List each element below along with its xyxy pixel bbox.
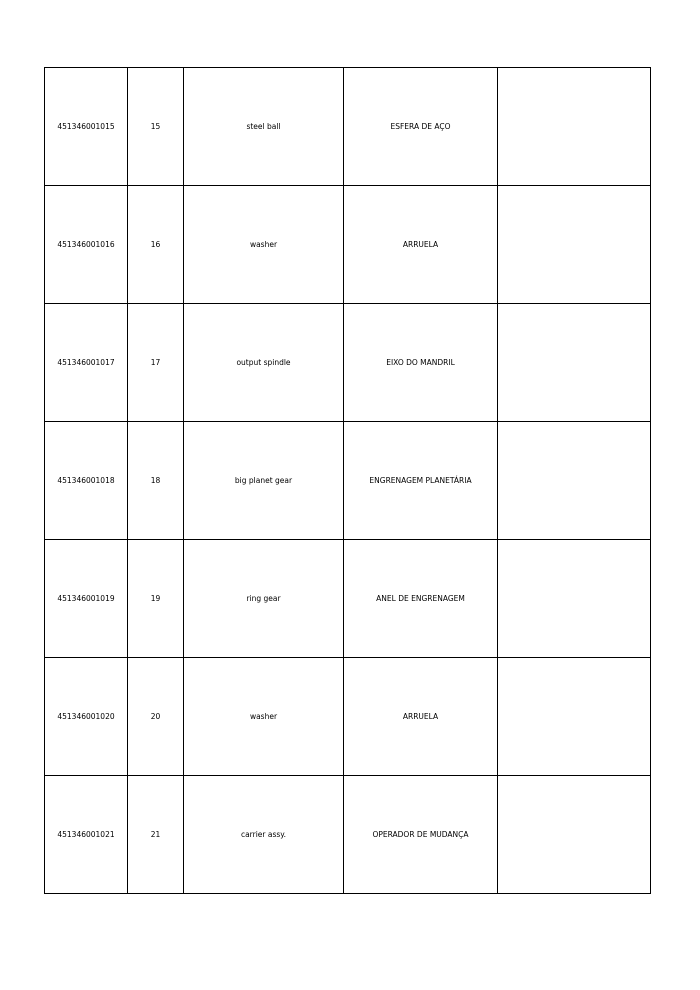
table-row: [45, 776, 651, 894]
notes-cell: [498, 68, 651, 186]
table-row: [45, 186, 651, 304]
description-en-cell: washer: [184, 186, 344, 304]
item-number-cell: 19: [128, 540, 184, 658]
description-en-cell: carrier assy.: [184, 776, 344, 894]
table-row: [45, 658, 651, 776]
part-code-cell: 451346001015: [45, 68, 128, 186]
notes-cell: [498, 776, 651, 894]
description-pt-cell: EIXO DO MANDRIL: [344, 304, 498, 422]
notes-cell: [498, 658, 651, 776]
description-en-cell: big planet gear: [184, 422, 344, 540]
description-pt-cell: ESFERA DE AÇO: [344, 68, 498, 186]
description-en-cell: steel ball: [184, 68, 344, 186]
description-pt-cell: ARRUELA: [344, 186, 498, 304]
notes-cell: [498, 540, 651, 658]
description-en-cell: ring gear: [184, 540, 344, 658]
part-code-cell: 451346001017: [45, 304, 128, 422]
item-number-cell: 17: [128, 304, 184, 422]
item-number-cell: 16: [128, 186, 184, 304]
item-number-cell: 20: [128, 658, 184, 776]
table-row: [45, 68, 651, 186]
table-row: [45, 304, 651, 422]
description-pt-cell: ARRUELA: [344, 658, 498, 776]
item-number-cell: 15: [128, 68, 184, 186]
part-code-cell: 451346001020: [45, 658, 128, 776]
notes-cell: [498, 422, 651, 540]
description-pt-cell: ENGRENAGEM PLANETÁRIA: [344, 422, 498, 540]
table-row: [45, 540, 651, 658]
part-code-cell: 451346001021: [45, 776, 128, 894]
description-en-cell: output spindle: [184, 304, 344, 422]
description-pt-cell: OPERADOR DE MUDANÇA: [344, 776, 498, 894]
item-number-cell: 18: [128, 422, 184, 540]
table-row: [45, 422, 651, 540]
part-code-cell: 451346001019: [45, 540, 128, 658]
description-pt-cell: ANEL DE ENGRENAGEM: [344, 540, 498, 658]
part-code-cell: 451346001016: [45, 186, 128, 304]
parts-table: [44, 67, 651, 894]
notes-cell: [498, 186, 651, 304]
item-number-cell: 21: [128, 776, 184, 894]
part-code-cell: 451346001018: [45, 422, 128, 540]
notes-cell: [498, 304, 651, 422]
description-en-cell: washer: [184, 658, 344, 776]
